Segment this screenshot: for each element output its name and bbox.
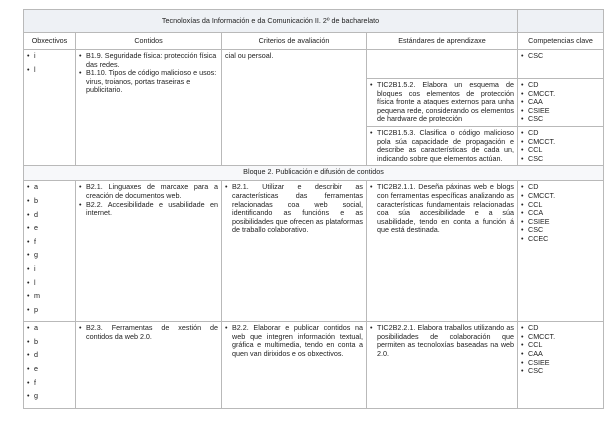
objective-item: • a <box>27 183 72 192</box>
objective-item: • i <box>27 265 72 274</box>
objective-item: • e <box>27 224 72 233</box>
competence-item: • CSC <box>521 155 600 164</box>
criteria-text: cial ou persoal. <box>225 51 274 60</box>
block-title: Bloque 2. Publicación e difusión de contidos <box>24 166 604 181</box>
objective-item: • f <box>27 238 72 247</box>
objective-item: • i <box>27 52 72 61</box>
competence-item: • CSC <box>521 367 600 376</box>
header-objectives: Obxectivos <box>24 33 76 50</box>
competence-item: • CCEC <box>521 235 600 244</box>
competences-cell <box>518 126 604 165</box>
block-header-row <box>24 166 604 181</box>
objectives-cell <box>24 322 76 409</box>
contents-cell <box>76 322 222 409</box>
objectives-cell <box>24 181 76 322</box>
objective-item: • b <box>27 338 72 347</box>
objective-item: • g <box>27 251 72 260</box>
objective-item: • b <box>27 197 72 206</box>
contents-cell <box>76 50 222 166</box>
content-item: • B1.10. Tipos de código malicioso e usos: virus, troianos, portas traseiras e publicitario. <box>79 69 218 95</box>
column-header-row <box>24 33 604 50</box>
criteria-text: • B2.1. Utilizar e describir as características das ferramentas relacionadas coa web social, identificando as funcións e as posibilidades que ofrecen as plataformas de traballo colaborativo. <box>225 183 363 235</box>
competence-item: • CD <box>521 81 600 90</box>
standard-text: • TIC2B1.5.3. Clasifica o código malicioso pola súa capacidade de propagación e describe as características de cada un, indicando sobre que elementos actúan. <box>370 129 514 163</box>
competences-cell <box>518 79 604 127</box>
competence-item: • CMCCT. <box>521 192 600 201</box>
criteria-text: • B2.2. Elaborar e publicar contidos na web que integren información textual, gráfica e multimedia, tendo en conta a quen van dirixidos e os obxectivos. <box>225 324 363 358</box>
standard-text: • TIC2B2.1.1. Deseña páxinas web e blogs con ferramentas específicas analizando as características fundamentais relacionadas coa súa accesibilidade e a súa usabilidade, tendo en conta a función á que está destinada. <box>370 183 514 235</box>
objective-item: • d <box>27 351 72 360</box>
competence-item: • CAA <box>521 98 600 107</box>
competence-item: • CSC <box>521 226 600 235</box>
competence-item: • CAA <box>521 350 600 359</box>
content-item: • B1.9. Seguridade física: protección física das redes. <box>79 52 218 69</box>
header-contents: Contidos <box>76 33 222 50</box>
standard-cell <box>367 126 518 165</box>
curriculum-table <box>23 9 604 409</box>
criteria-cell <box>222 50 367 166</box>
objective-item: • l <box>27 279 72 288</box>
competence-item: • CSIEE <box>521 218 600 227</box>
competence-item: • CMCCT. <box>521 333 600 342</box>
competence-item: • CCA <box>521 209 600 218</box>
objective-item: • e <box>27 365 72 374</box>
title-row <box>24 10 604 33</box>
standard-cell <box>367 181 518 322</box>
table-title: Tecnoloxías da Información e da Comunicación II. 2º de bacharelato <box>24 10 518 33</box>
objective-item: • f <box>27 379 72 388</box>
competences-cell <box>518 322 604 409</box>
competence-item: • CMCCT. <box>521 138 600 147</box>
competence-item: • CMCCT. <box>521 90 600 99</box>
criteria-cell <box>222 322 367 409</box>
header-criteria: Criterios de avaliación <box>222 33 367 50</box>
table-row <box>24 181 604 322</box>
competence-item: • CD <box>521 324 600 333</box>
criteria-cell <box>222 181 367 322</box>
header-standards: Estándares de aprendizaxe <box>367 33 518 50</box>
content-item: • B2.3. Ferramentas de xestión de contidos da web 2.0. <box>79 324 218 341</box>
standard-cell <box>367 50 518 79</box>
competence-item: • CD <box>521 183 600 192</box>
table-row <box>24 50 604 79</box>
objective-item: • m <box>27 292 72 301</box>
competence-item: • CSC <box>521 52 600 61</box>
standard-cell <box>367 322 518 409</box>
competence-item: • CCL <box>521 201 600 210</box>
objectives-cell <box>24 50 76 166</box>
competence-item: • CCL <box>521 146 600 155</box>
objective-item: • p <box>27 306 72 315</box>
standard-text: • TIC2B1.5.2. Elabora un esquema de bloques cos elementos de protección física fronte a ataques externos para unha pequena rede, considerando os elementos de hardware de protección <box>370 81 514 124</box>
competence-item: • CSC <box>521 115 600 124</box>
competence-item: • CD <box>521 129 600 138</box>
content-item: • B2.1. Linguaxes de marcaxe para a creación de documentos web. <box>79 183 218 200</box>
contents-cell <box>76 181 222 322</box>
standard-cell <box>367 79 518 127</box>
table-row <box>24 322 604 409</box>
content-item: • B2.2. Accesibilidade e usabilidade en internet. <box>79 201 218 218</box>
competence-item: • CCL <box>521 341 600 350</box>
title-row-empty-cell <box>518 10 604 33</box>
competence-item: • CSIEE <box>521 107 600 116</box>
objective-item: • d <box>27 211 72 220</box>
competences-cell <box>518 50 604 79</box>
objective-item: • l <box>27 66 72 75</box>
objective-item: • g <box>27 392 72 401</box>
objective-item: • a <box>27 324 72 333</box>
competence-item: • CSIEE <box>521 359 600 368</box>
competences-cell <box>518 181 604 322</box>
header-competences: Competencias clave <box>518 33 604 50</box>
standard-text: • TIC2B2.2.1. Elabora traballos utilizando as posibilidades de colaboración que permiten as tecnoloxías baseadas na web 2.0. <box>370 324 514 358</box>
